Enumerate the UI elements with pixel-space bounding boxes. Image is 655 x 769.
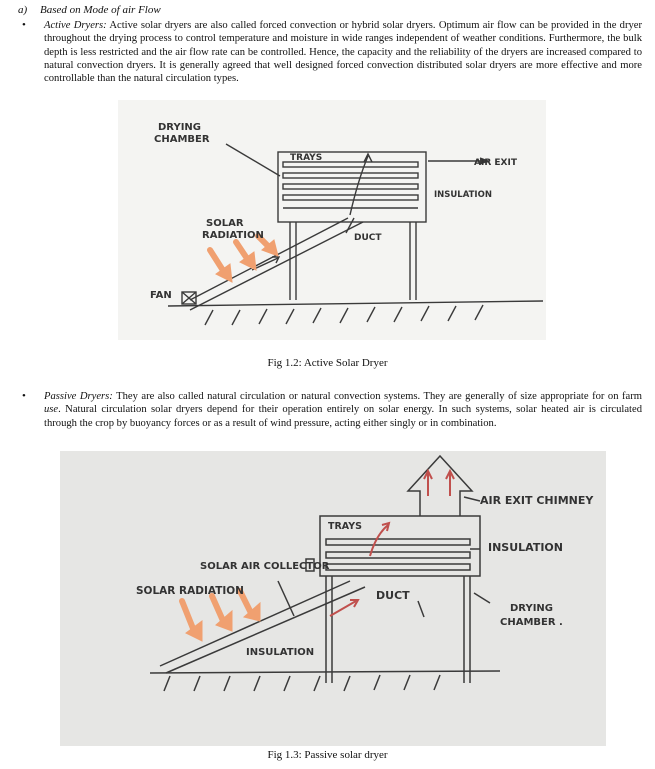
label-air-exit: AIR EXIT (474, 158, 517, 168)
label-duct: DUCT (354, 233, 382, 243)
label-collector: SOLAR AIR COLLECTOR (200, 561, 330, 572)
figure1-caption: Fig 1.2: Active Solar Dryer (267, 357, 388, 369)
active-dryers-lead: Active Dryers: (44, 20, 107, 31)
passive-dryer-sketch (60, 451, 606, 746)
label-fan: FAN (150, 290, 172, 301)
label-chamber-1-passive: DRYING (510, 603, 553, 614)
passive-dryers-lead: Passive Dryers: (44, 391, 113, 402)
label-insulation-bottom: INSULATION (246, 647, 315, 658)
label-trays-passive: TRAYS (328, 521, 362, 532)
passive-dryers-paragraph (44, 390, 642, 430)
passive-dryers-use: use (44, 404, 59, 416)
bullet-passive: • (22, 390, 26, 402)
bullet-active: • (22, 19, 26, 31)
active-dryers-paragraph (44, 19, 642, 85)
active-dryers-text: Active solar dryers are also called forced convection or hybrid solar dryers. Optimum air flow can be provided in the dryer throughout the drying process to control temperature and moisture in wide ranges independent of weather conditions. Furthermore, the bulk depth is less restricted and the air flow rate can be controlled. Hence, the capacity and the reliability of the dryers are increased compared to natural convection dryers. It is generally agreed that well designed forced convection distributed solar dryers are more effective and more controllable than the natural circulation types. (44, 20, 643, 85)
label-trays: TRAYS (290, 153, 323, 163)
section-heading (18, 4, 161, 16)
label-solar-2: RADIATION (202, 230, 264, 241)
figure-active-dryer (118, 100, 546, 340)
passive-dryers-text-b: . Natural circulation solar dryers depend for their operation entirely on solar energy. In such systems, solar heated air is circulated through the crop by buoyancy forces or as a result of wind pressure, acting either singly or in combination. (44, 404, 642, 429)
label-chamber-2-passive: CHAMBER . (500, 617, 563, 628)
section-title: Based on Mode of air Flow (40, 4, 161, 16)
figure2-caption: Fig 1.3: Passive solar dryer (267, 749, 388, 761)
label-chamber-1: DRYING (158, 122, 201, 133)
label-solar-radiation: SOLAR RADIATION (136, 585, 244, 597)
label-insulation: INSULATION (434, 190, 492, 200)
active-dryer-sketch (118, 100, 546, 340)
figure-passive-dryer (60, 451, 606, 746)
section-marker: a) (18, 4, 28, 16)
label-insulation-top: INSULATION (488, 541, 563, 554)
label-duct-passive: DUCT (376, 589, 410, 602)
label-solar-1: SOLAR (206, 218, 244, 229)
label-chimney: AIR EXIT CHIMNEY (480, 494, 594, 507)
label-chamber-2: CHAMBER (154, 134, 210, 145)
passive-dryers-text-a: They are also called natural circulation or natural convection systems. They are generally of size appropriate for on farm (112, 391, 642, 402)
